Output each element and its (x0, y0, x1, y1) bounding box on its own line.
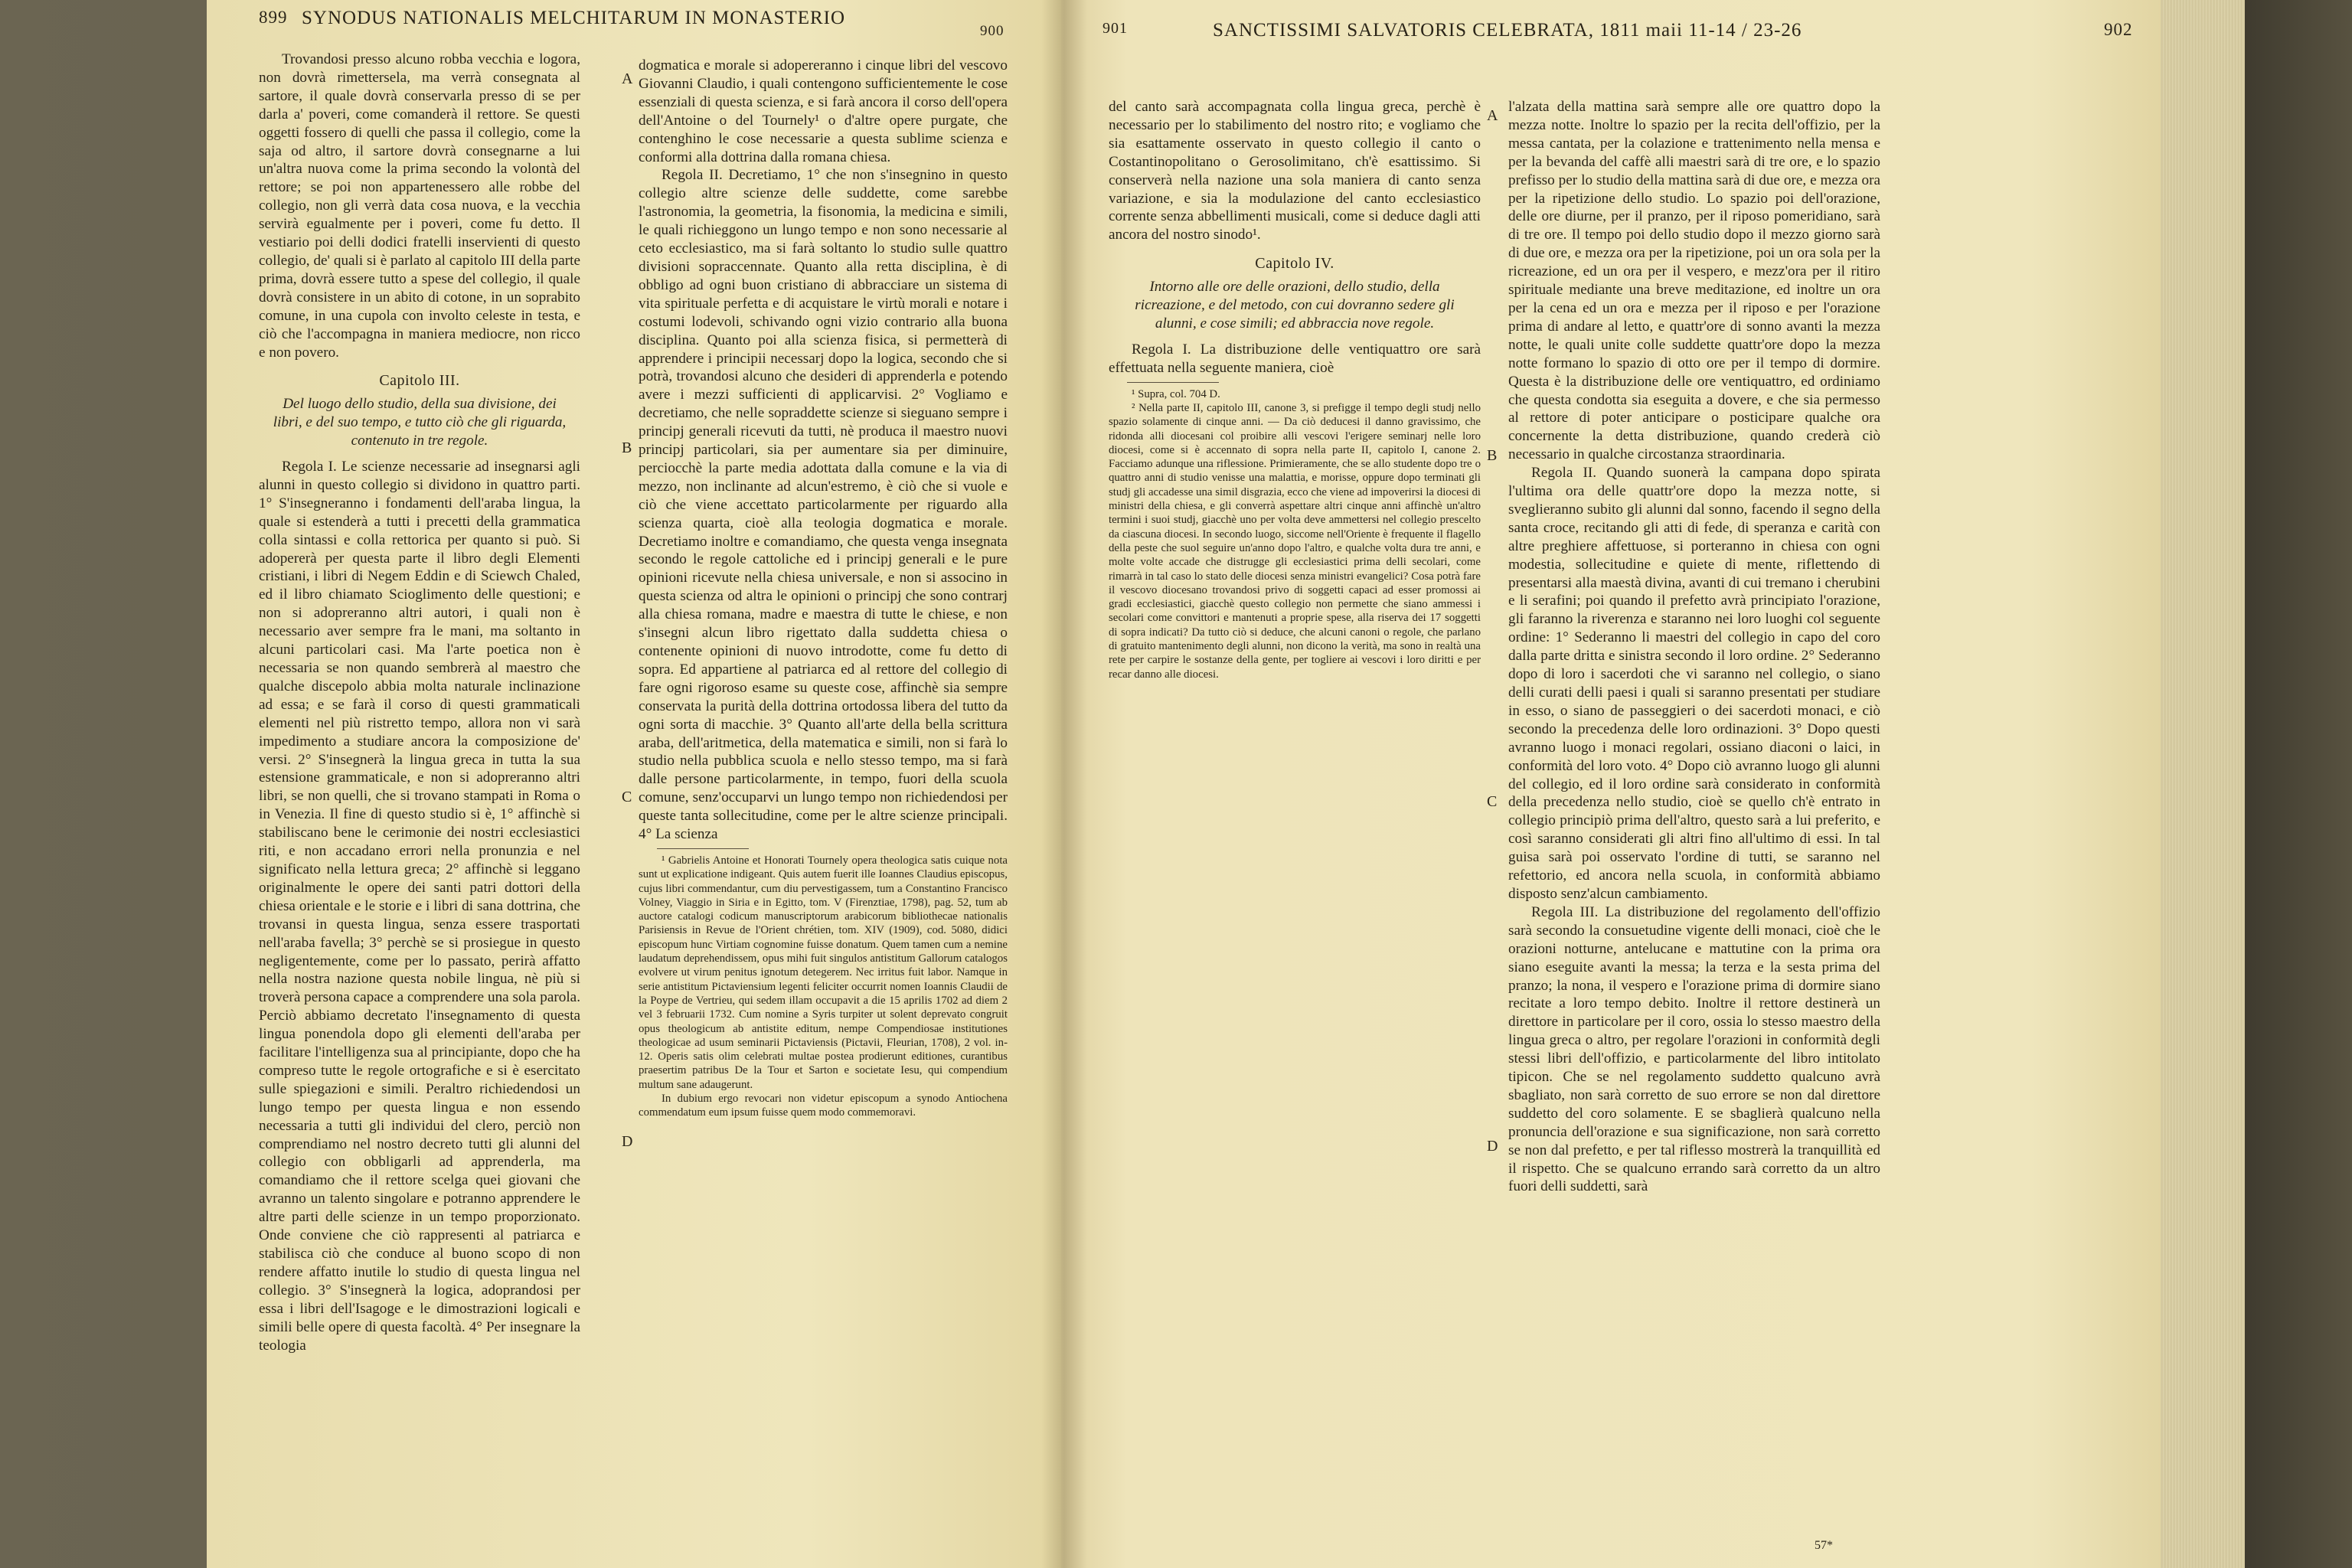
right-running-title: SANCTISSIMI SALVATORIS CELEBRATA, 1811 maii 11-14 / 23-26 (1213, 20, 1802, 41)
margin-letter-a: A (1487, 107, 1498, 124)
right-column-b (1508, 98, 1880, 1557)
page-number-901: 901 (1102, 20, 1128, 37)
right-col-a-para: del canto sarà accompagnata colla lingua greca, perchè è necessario per lo stabilimento del nostro rito; e vogliamo che sia esattamente osservato in questo collegio il canto o Costantinopolitano o Gerosolimitano, ch'è esattissimo. Si conserverà nella nazione una sola maniera di canto senza variazione, e sia la modulazione del canto ecclesiastico corrente senza abbellimenti musicali, come si deduce dagli atti ancora del nostro sinodo¹. (1109, 99, 1481, 243)
left-column-a (259, 51, 580, 1559)
left-col-a-para: Regola I. Le scienze necessarie ad insegnarsi agli alunni in questo collegio si dividono in quattro parti. 1° S'insegneranno i fondamenti dell'araba lingua, la quale si estenderà a tutti i precetti della grammatica colla sintassi e colla rettorica per quanto si può. Si adopererà per questa parte il libro degli Elementi cristiani, i libri di Negem Eddin e di Sciewch Chaled, ed il libro chiamato Scioglimento delle questioni; e non si adopreranno altri autori, i quali non è necessario aver sempre fra le mani, ma soltanto in alcuni particolari casi. Ma l'arte poetica non è necessaria se non quando sembrerà al maestro che qualche discepolo abbia molta naturale inclinazione ad essa; e se farà il corso di questi grammaticali elementi nel più ristretto tempo, allora non vi sarà impedimento a studiare ancora la composizione de' versi. 2° S'insegnerà la lingua greca in tutta la sua estensione grammaticale, e non si adopreranno altri libri, se non quelli, che si trovano stampati in Roma o in Venezia. Il fine di questo studio si è, 1° affinchè si stabiliscano bene le cerimonie dei nostri ecclesiastici riti, e non accadano errori nella pronunzia e nel significato nella lettura greca; 2° affinchè si leggano originalmente le opere dei santi patri dottori della chiesa orientale e le storie e i libri di sana dottrina, che trovansi in questa lingua, senza essere trasportati nell'araba favella; 3° perchè se si prosiegue in questo negligentemente, come per lo passato, perirà affatto nella nostra nazione questa nobile lingua, nè più si troverà persona capace a comprendere una sola parola. Perciò abbiamo decretato l'insegnamento di questa lingua ponendola dopo gli elementi dell'araba per facilitare l'intelligenza sua al principiante, dopo che ha compreso tutte le regole ortografiche e si è esercitato sulle spiegazioni e simili. Peraltro richiedendosi un lungo tempo per questa lingua e non essendo necessaria a tutti gli individui del clero, perciò non comprendiamo nel nostro decreto tutti gli alunni del collegio con obbligarli ad apprenderla, ma comandiamo che il rettore scelga quei giovani che avranno un talento singolare e potranno apprendere le altre parti delle scienze in un tempo proporzionato. Onde conviene che ciò rappresenti al patriarca e stabilisca ciò che conduce al buono scopo di non rendere affatto inutile lo studio di questa lingua nel collegio. 3° S'insegnerà la logica, adoprandosi per essa i libri dell'Isagoge e le dimostrazioni logicali e simili belle opere di questa facoltà. 4° Per insegnare la teologia (259, 459, 580, 1354)
chapter-3-title: Capitolo III. (379, 372, 460, 390)
margin-letter-a: A (622, 70, 633, 87)
margin-letter-d: D (1487, 1138, 1498, 1155)
right-col-a-para: Regola I. La distribuzione delle ventiquattro ore sarà effettuata nella seguente maniera, cioè (1109, 341, 1481, 376)
left-col-b-para: dogmatica e morale si adopereranno i cinque libri del vescovo Giovanni Claudio, i quali contengono sufficientemente le cose essenziali di questa scienza, e si farà ancora il corso dell'opera dell'Antoine o del Tournely¹ o d'altre opere purgate, che contenghino le cose necessarie a questa sublime scienza e conformi alla dottrina dalla romana chiesa. (639, 57, 1008, 165)
margin-letter-c: C (622, 789, 632, 805)
right-running-head (1087, 8, 2144, 41)
margin-letter-c: C (1487, 793, 1498, 810)
left-col-a-para: Trovandosi presso alcuno robba vecchia e logora, non dovrà rimettersela, ma verrà consegnata al sartore, il quale dovrà conservarla presso di se per darla a' poveri, come comanderà il rettore. Se questi oggetti fossero di quelli che passa il collegio, come la saja od altro, il sartore dovrà consegnarne a lui un'altra nuova come la prima secondo la volontà del rettore; se poi non appartenessero alle robbe del collegio, non gli verrà data cosa nuova, e la vecchia servirà egualmente per i poveri, come fu detto. Il vestiario poi delli dodici fratelli inservienti di questo collegio, de' quali si è parlato al capitolo III della parte prima, dovrà essere tutto a spese del collegio, il quale dovrà consistere in un abito di cotone, in un soprabito comune, in una cupola con involto celeste in testa, e ciò che l'accompagna in maniera mediocre, non ricco e non povero. (259, 51, 580, 361)
footnote-rule (657, 848, 749, 849)
footnote: ² Nella parte II, capitolo III, canone 3, si prefigge il tempo degli studj nello spazio solamente di cinque anni. — Da ciò deducesi il danno gravissimo, che ridonda alli diocesani col proibire alli vescovi l'erigere seminarj nelle loro diocesi, come si è accennato di sopra nella parte II, capitolo I, canone 2. Facciamo adunque una riflessione. Primieramente, che se allo studente dopo tre o quattro anni di studio venisse una malattia, e morisse, oppure dopo terminati gli studj gli accadesse una simil disgrazia, ecco che viene ad impoverirsi la diocesi di ministri della chiesa, e gli converrà aspettare altri cinque anni affinchè un'altro termini i suoi studj, giacchè uno per volta deve ammettersi nel collegio prescelto da ciascuna diocesi. In secondo luogo, siccome nell'Oriente è frequente il flagello della peste che suol seguire un'anno dopo l'altro, e qualche volta dura tre anni, e molte volte accade che distrugge gli ecclesiastici prima delli secolari, come rimarrà in tal caso lo stato delle diocesi senza ministri evangelici? Cosa potrà fare il vescovo diocesano trovandosi privo di soggetti capaci ad esser promossi ai gradi ecclesiastici, giacchè questo collegio non permette che siano ammessi i secolari come convittori e mantenuti a proprie spese, alla riserva dei 17 soggetti di sopra indicati? Da tutto ciò si deduce, che alcuni canoni o regole, che parlano di gratuito mantenimento degli alunni, non dicono la verità, ma sono in realtà una rete per carpire le sostanze della gente, per togliere ai vescovi i loro diritti e per recar danno alle diocesi. (1109, 401, 1481, 681)
page-number-902: 902 (2104, 20, 2133, 39)
signature-mark: 57* (1815, 1539, 1833, 1552)
footnote: ¹ Gabrielis Antoine et Honorati Tournely opera theologica satis cuique nota sunt ut explicatione indigeant. Quis autem fuerit ille Ioannes Claudius episcopus, cujus libri commendantur, cum diu pervestigassem, tum a Constantino Francisco Volney, Viaggio in Siria e in Egitto, tom. V (Firenztiae, 1798), pag. 52, tum ab auctore catalogi codicum manuscriptorum arabicorum bibliothecae nationalis Parisiensis in Revue de l'Orient chrétien, tom. XIV (1909), cod. 5080, didici episcopum hunc Virtiam cognomine fuisse donatum. Quem tamen cum a nemine laudatum deprehendissem, opus mihi fuit singulos antistitum Gallorum catalogos evolvere ut virum penitus ignotum detegerem. Nec irritus fuit labor. Namque in serie antistitum Pictaviensium legenti feliciter occurrit nomen Ioannis Claudii de la Poype de Vertrieu, qui sedem illam occupavit a die 15 aprilis 1702 ad diem 2 vel 3 februarii 1732. Cum nomine a Syris turpiter ut solent deprevato congruit opus theologicum ab antistite editum, nempe Compendiosae institutiones theologicae ad usum seminarii Pictaviensis (Pictavii, Fleurian, 1708), 2 vol. in-12. Operis satis olim celebrati multae postea prodierunt editiones, curantibus praesertim patribus De la Tour et Sarton e societate Iesu, qui compendium multum sane adaugerunt. (639, 854, 1008, 1091)
right-col-b-para: Regola III. La distribuzione del regolamento dell'offizio sarà secondo la consuetudine vigente delli monaci, cioè che le orazioni notturne, antelucane e mattutine con la prima ora siano eseguite avanti la messa; la terza e la sesta prima del pranzo; la nona, il vespero e l'orazione prima di dormire siano recitate a loro tempo debito. Inoltre il rettore destinerà un direttore in particolare per il coro, ossia lo stesso maestro della lingua greca o altro, per regolare l'orazioni in conformità degli stessi libri dell'offizio, e particolarmente del libro intitolato tipicon. Che se nel regolamento suddetto qualcuno avrà sbagliato, non sarà corretto de suo errore se non dal direttore suddetto del coro solamente. E se sbaglierà qualcuno nella pronuncia dell'orazione e sua significazione, non sarà corretto se non dal prefetto, e per tal riflesso mostrerà la tranquillità ed il rispetto. Che se qualcuno errando sarà corretto da un altro fuori delli suddetti, sarà (1508, 903, 1880, 1195)
footnote: In dubium ergo revocari non videtur episcopum a synodo Antiochena commendatum eum ipsum fuisse quem modo commemoravi. (639, 1093, 1008, 1119)
right-column-a (1109, 98, 1481, 1557)
footnote: ¹ Supra, col. 704 D. (1132, 387, 1220, 400)
page-number-900: 900 (980, 23, 1004, 39)
margin-letter-b: B (1487, 447, 1498, 464)
left-running-title: SYNODUS NATIONALIS MELCHITARUM IN MONASTERIO (302, 8, 846, 28)
margin-letter-b: B (622, 439, 632, 456)
right-col-b-para: l'alzata della mattina sarà sempre alle ore quattro dopo la mezza notte. Inoltre lo spazio per la recita dell'offizio, per la messa cantata, per la colazione e trattenimento nella mensa e per la bevanda del caffè alli maestri sarà di tre ore, e lo spazio prefisso per lo studio della mattina sarà di due ore, e mezza ora per la ripetizione dello studio. Lo spazio poi dell'orazione, delle ore diurne, per il pranzo, per il riposo pomeridiano, sarà di tre ore. Il tempo poi dello studio dopo il mezzo giorno sarà di due ore, e mezza ora per la ripetizione, poi un ora sola per la ricreazione, ed un ora per il vespero, e mezz'ora per il ritiro spirituale mediante una breve meditazione, ed inoltre un ora per la cena ed un ora e mezza per il riposo e per l'orazione prima di andare al letto, e quattr'ore di sonno avanti la mezza notte, le quali unite colle suddette quattr'ore dopo la mezza notte formano lo spazio di otto ore per il tempo di dormire. Questa è la distribuzione delle ore ventiquattro, ed ordiniamo che questa condotta sia eseguita a dovere, e che sia permesso al rettore di poter anticipare o posticipare qualche ora concernente la detta distribuzione, quando crederà ciò necessario in qualche circostanza straordinaria. (1508, 99, 1880, 463)
chapter-3-subtitle: Del luogo dello studio, della sua divisione, dei libri, e del suo tempo, e tutto ciò che gli riguarda, contenuto in tre regole. (273, 396, 567, 449)
book-gutter (1041, 0, 1087, 1568)
chapter-4-subtitle: Intorno alle ore delle orazioni, dello studio, della ricreazione, e del metodo, con cui dovranno sedere gli alunni, e cose simili; ed abbraccia nove regole. (1135, 279, 1455, 332)
page-edges (2161, 0, 2245, 1568)
margin-letter-d: D (622, 1133, 633, 1150)
page-number-899: 899 (259, 8, 288, 27)
left-running-head (222, 8, 1018, 38)
right-col-b-para: Regola II. Quando suonerà la campana dopo spirata l'ultima ora delle quattr'ore dopo la mezza notte, si sveglieranno subito gli alunni dal sonno, facendo il segno della santa croce, recitando gli atti di fede, di speranza e carità con altre preghiere affettuose, si porteranno in chiesa con ogni modestia, sollecitudine e quiete di mente, riflettendo di presentarsi alla maestà divina, avanti di cui tremano i cherubini e li serafini; poi quando il prefetto avrà principiato l'orazione, gli faranno la riverenza e staranno nei loro luoghi col seguente ordine: 1° Sederanno li maestri del collegio in capo del coro dalla parte dritta e sinistra secondo il loro ordine. 2° Sederanno dopo di loro i sacerdoti che vi saranno nel collegio, o siano delli curati delli paesi i quali si saranno presentati per studiare in esso, o siano de passeggieri o dei sacerdoti monaci, e ciò secondo la precedenza delle loro ordinazioni. 3° Dopo questi avranno luogo i monaci regolari, ossiano diaconi o laici, in conformità del loro voto. 4° Dopo ciò avranno luogo gli alunni del collegio, ed il loro ordine sarà considerato in conformità della precedenza nello studio, cioè se quello ch'è entrato in collegio principiò prima dell'altro, questo sarà a lui preferito, e così saranno considerati gli altri fino all'ultimo di essi. In tal guisa sarà poi osservato l'ordine di tutti, se saranno nel refettorio, ed ancora nella scuola, in conformità abbiamo disposto senz'alcun cambiamento. (1508, 465, 1880, 902)
footnote-rule (1127, 382, 1219, 383)
left-col-b-para: Regola II. Decretiamo, 1° che non s'insegnino in questo collegio altre scienze delle suddette, come sarebbe l'astronomia, la geometria, la fisonomia, la medicina e simili, le quali richieggono un lungo tempo e non sono necessarie al ceto ecclesiastico, ma si farà soltanto lo studio sulle quattro divisioni sopraccennate. Quanto alla retta disciplina, è di obbligo ad ogni buon cristiano di abbracciare un sistema di vita spirituale perfetta e di acquistare le virtù morali e notare i costumi lodevoli, schivando ogni vizio contrario alla buona disciplina. Quanto poi alla scienza fisica, si permetterà di apprendere i principii necessarj dopo la logica, secondo che si potrà, trovandosi alcuno che desideri di apprenderla e potendo avere i mezzi sufficienti di applicarvisi. 2° Vogliamo e decretiamo, che nelle sopraddette scienze si sieguano sempre i principj generali ricevuti da tutti, nè produca il maestro nuovi principj particolari, sia per aumentare sia per diminuire, perciocchè la parte media adottata dalla comune e la via di mezzo, non inclinante ad alcun'estremo, è ciò che si vuole e ciò che viene accettato particolarmente per riguardo alla scienza quarta, cioè alla teologia dogmatica e morale. Decretiamo inoltre e comandiamo, che questa venga insegnata secondo le regole cattoliche ed i principj generali e le pure opinioni ricevute nella chiesa universale, e non si associno in questa scienza od altra le opinioni o principj che sono contrarj alla chiesa romana, madre e maestra di tutte le chiese, e non s'insegni alcun libro rigettato dalla suddetta chiesa o contenente opinioni di nuovo introdotte, come fu detto di sopra. Ed appartiene al patriarca ed al rettore del collegio di fare ogni rigoroso esame su queste cose, affinchè sia sempre conservata la purità della dottrina ortodossa libera del tutto da ogni sorta di macchie. 3° Quanto all'arte della bella scrittura araba, dell'aritmetica, della matematica e simili, non si farà lo studio nella pubblica scuola e nello stesso tempo, ma si farà dalle persone particolarmente, in tempo, fuori della scuola comune, senz'occuparvi un lungo tempo non richiedendosi per queste tanta sollecitudine, come per le altre scienze principali. 4° La scienza (639, 167, 1008, 843)
book-cover (2245, 0, 2352, 1568)
left-column-b (639, 57, 1008, 1557)
chapter-4-title: Capitolo IV. (1255, 255, 1334, 273)
